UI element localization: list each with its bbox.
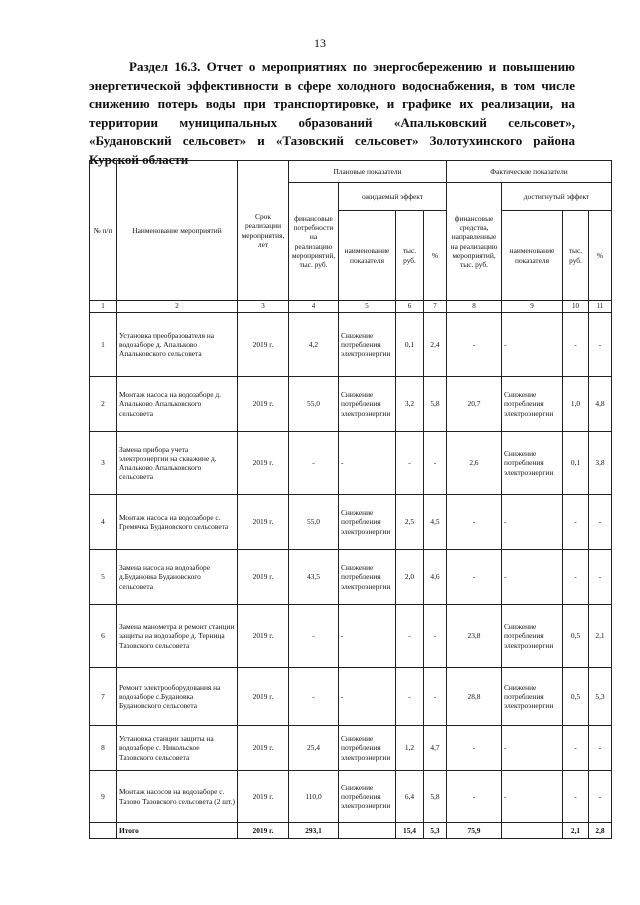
row-fact-finance: - [447,313,502,377]
row-plan-pct: - [424,668,447,726]
page-number: 13 [314,36,326,50]
row-fact-finance: - [447,550,502,605]
row-plan-pct: 4,7 [424,726,447,771]
table-row [90,605,612,668]
column-number: 5 [339,301,396,313]
table-row [90,726,612,771]
row-plan-rub: 1,2 [396,726,424,771]
row-year: 2019 г. [238,550,289,605]
row-number: 8 [90,726,117,771]
row-fact-finance: 20,7 [447,377,502,432]
row-plan-rub: - [396,605,424,668]
row-name: Замена манометра и ремонт станции защиты на водозаборе д. Терница Тазовского сельсовета [117,605,238,668]
row-number: 4 [90,495,117,550]
header-fact-pct: % [589,211,612,301]
row-plan-pct: 4,6 [424,550,447,605]
column-number: 1 [90,301,117,313]
row-name: Ремонт электрооборудования на водозаборе с.Будановка Будановского сельсовета [117,668,238,726]
row-plan-finance: 25,4 [289,726,339,771]
table-body [90,301,612,823]
column-number: 11 [589,301,612,313]
row-fact-rub: - [563,771,589,823]
row-year: 2019 г. [238,495,289,550]
row-fact-indicator: Снижение потребления электроэнергии [502,377,563,432]
row-fact-pct: 3,8 [589,432,612,495]
row-fact-rub: 0,5 [563,668,589,726]
row-fact-indicator: - [502,495,563,550]
row-plan-indicator: - [339,432,396,495]
row-number: 6 [90,605,117,668]
header-plan-finance: финансовые потребности на реализацию мероприятий, тыс. руб. [289,183,339,301]
section-title-text: Раздел 16.3. Отчет о мероприятиях по энергосбережению и повышению энергетической эффективности в сфере холодного водоснабжения, в том числе снижению потерь воды при транспортировке, и графике их реализации, на территории муниципальных образований «Апальковский сельсовет», «Будановский сельсовет» и «Тазовский сельсовет» Золотухинского района Курской области [89,59,575,167]
total-plan-indicator-cell [339,823,396,839]
row-plan-rub: 0,1 [396,313,424,377]
row-plan-finance: - [289,668,339,726]
column-number: 10 [563,301,589,313]
row-plan-indicator: Снижение потребления электроэнергии [339,771,396,823]
table-row [90,377,612,432]
table-row [90,432,612,495]
row-fact-pct: - [589,313,612,377]
row-fact-indicator: - [502,771,563,823]
row-year: 2019 г. [238,771,289,823]
table-row [90,550,612,605]
row-plan-rub: - [396,432,424,495]
total-year: 2019 г. [238,823,289,839]
header-fact-rub: тыс. руб. [563,211,589,301]
row-plan-pct: - [424,605,447,668]
header-name: Наименование мероприятий [117,161,238,301]
row-fact-finance: 23,8 [447,605,502,668]
row-plan-finance: 110,0 [289,771,339,823]
row-number: 5 [90,550,117,605]
row-plan-finance: 55,0 [289,495,339,550]
header-fact-indicator: наименование показателя [502,211,563,301]
row-fact-indicator: Снижение потребления электроэнергии [502,432,563,495]
total-num-cell [90,823,117,839]
row-name: Установка станции защиты на водозаборе с. Никольское Тазовского сельсовета [117,726,238,771]
row-year: 2019 г. [238,432,289,495]
row-plan-finance: - [289,432,339,495]
header-expected-effect: ожидаемый эффект [339,183,447,211]
row-plan-rub: 2,5 [396,495,424,550]
row-fact-pct: 5,3 [589,668,612,726]
column-number: 6 [396,301,424,313]
row-plan-indicator: Снижение потребления электроэнергии [339,726,396,771]
row-fact-finance: 2,6 [447,432,502,495]
row-name: Монтаж насосов на водозаборе с. Тазово Тазовского сельсовета (2 шт.) [117,771,238,823]
row-name: Монтаж насоса на водозаборе д. Апальково Апальковского сельсовета [117,377,238,432]
row-plan-rub: 6,4 [396,771,424,823]
total-plan-rub: 15,4 [396,823,424,839]
row-name: Замена прибора учета электроэнергии на скважине д. Апальково Апальковского сельсовета [117,432,238,495]
header-achieved-effect: достигнутый эффект [502,183,612,211]
row-year: 2019 г. [238,668,289,726]
row-name: Замена насоса на водозаборе д.Будановка Будановского сельсовета [117,550,238,605]
row-year: 2019 г. [238,726,289,771]
header-plan-indicator: наименование показателя [339,211,396,301]
row-plan-indicator: - [339,668,396,726]
report-table [89,160,612,839]
row-number: 1 [90,313,117,377]
row-fact-indicator: Снижение потребления электроэнергии [502,668,563,726]
row-fact-rub: - [563,726,589,771]
column-number: 4 [289,301,339,313]
total-fact-pct: 2,8 [589,823,612,839]
row-plan-indicator: Снижение потребления электроэнергии [339,495,396,550]
row-fact-pct: - [589,726,612,771]
row-fact-indicator: Снижение потребления электроэнергии [502,605,563,668]
row-fact-pct: 4,8 [589,377,612,432]
section-title [89,58,575,169]
column-number: 9 [502,301,563,313]
row-number: 7 [90,668,117,726]
row-fact-rub: - [563,550,589,605]
row-fact-pct: 2,1 [589,605,612,668]
row-fact-pct: - [589,495,612,550]
row-fact-pct: - [589,550,612,605]
row-fact-finance: 28,8 [447,668,502,726]
total-plan-finance: 293,1 [289,823,339,839]
row-fact-finance: - [447,495,502,550]
row-fact-finance: - [447,726,502,771]
row-year: 2019 г. [238,377,289,432]
row-plan-pct: 5,8 [424,771,447,823]
row-fact-rub: 0,5 [563,605,589,668]
header-term: Срок реализации мероприятия, лет [238,161,289,301]
header-plan-rub: тыс. руб. [396,211,424,301]
table-row [90,313,612,377]
row-fact-rub: 1,0 [563,377,589,432]
table-row [90,668,612,726]
table-row [90,495,612,550]
row-fact-indicator: - [502,726,563,771]
total-fact-indicator-cell [502,823,563,839]
column-number: 7 [424,301,447,313]
total-label: Итого [117,823,238,839]
header-planned: Плановые показатели [289,161,447,183]
total-row [90,823,612,839]
row-plan-finance: 55,0 [289,377,339,432]
row-plan-pct: - [424,432,447,495]
row-plan-pct: 2,4 [424,313,447,377]
row-fact-indicator: - [502,313,563,377]
row-plan-indicator: Снижение потребления электроэнергии [339,313,396,377]
row-plan-indicator: - [339,605,396,668]
header-fact-finance: финансовые средства, направленные на реализацию мероприятий, тыс. руб. [447,183,502,301]
total-fact-finance: 75,9 [447,823,502,839]
row-fact-pct: - [589,771,612,823]
table-row [90,771,612,823]
row-fact-rub: - [563,313,589,377]
row-fact-rub: 0,1 [563,432,589,495]
row-fact-finance: - [447,771,502,823]
column-number: 8 [447,301,502,313]
row-plan-finance: - [289,605,339,668]
row-plan-rub: 3,2 [396,377,424,432]
row-plan-indicator: Снижение потребления электроэнергии [339,550,396,605]
row-plan-indicator: Снижение потребления электроэнергии [339,377,396,432]
row-plan-finance: 43,5 [289,550,339,605]
header-actual: Фактические показатели [447,161,612,183]
row-name: Установка преобразователя на водозаборе д. Апальково Апальковского сельсовета [117,313,238,377]
row-name: Монтаж насоса на водозаборе с. Гремячка Будановского сельсовета [117,495,238,550]
row-fact-rub: - [563,495,589,550]
row-fact-indicator: - [502,550,563,605]
total-plan-pct: 5,3 [424,823,447,839]
column-number: 2 [117,301,238,313]
row-plan-rub: 2,0 [396,550,424,605]
row-plan-finance: 4,2 [289,313,339,377]
row-number: 2 [90,377,117,432]
row-plan-rub: - [396,668,424,726]
column-numbers-row [90,301,612,313]
column-number: 3 [238,301,289,313]
row-year: 2019 г. [238,313,289,377]
header-plan-pct: % [424,211,447,301]
total-fact-rub: 2,1 [563,823,589,839]
row-number: 3 [90,432,117,495]
row-plan-pct: 5,8 [424,377,447,432]
row-plan-pct: 4,5 [424,495,447,550]
row-number: 9 [90,771,117,823]
header-num: № п/п [90,161,117,301]
row-year: 2019 г. [238,605,289,668]
